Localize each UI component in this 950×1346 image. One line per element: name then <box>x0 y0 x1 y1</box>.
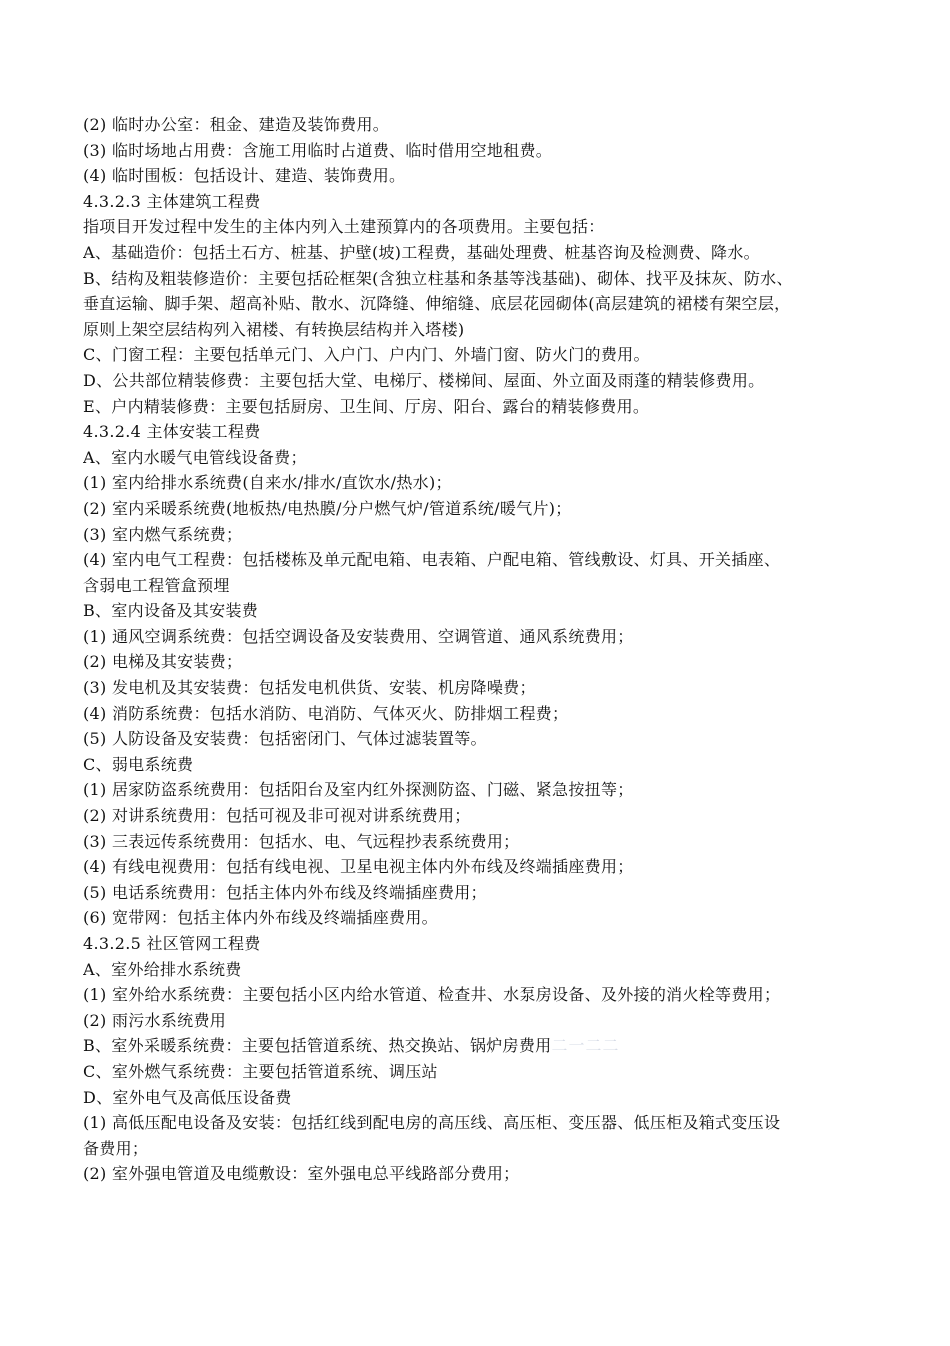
text-line: C、弱电系统费 <box>83 754 194 774</box>
text-line: (1) 通风空调系统费：包括空调设备及安装费用、空调管道、通风系统费用； <box>83 626 634 646</box>
text-line: (2) 室外强电管道及电缆敷设：室外强电总平线路部分费用； <box>83 1164 520 1184</box>
text-line: (1) 居家防盗系统费用：包括阳台及室内红外探测防盗、门磁、紧急按扭等； <box>83 780 634 800</box>
text-line: B、结构及粗装修造价：主要包括砼框架(含独立柱基和条基等浅基础)、砌体、找平及抹灰、防水、 <box>83 268 793 288</box>
text-line: C、室外燃气系统费：主要包括管道系统、调压站 <box>83 1061 438 1081</box>
text-line: D、公共部位精装修费：主要包括大堂、电梯厅、楼梯间、屋面、外立面及雨蓬的精装修费用。 <box>83 370 765 390</box>
text-line: (4) 有线电视费用：包括有线电视、卫星电视主体内外布线及终端插座费用； <box>83 857 634 877</box>
text-line: (2) 雨污水系统费用 <box>83 1010 227 1030</box>
text-line: (2) 临时办公室：租金、建造及装饰费用。 <box>83 115 390 134</box>
text-line: (1) 高低压配电设备及安装：包括红线到配电房的高压线、高压柜、变压器、低压柜及箱式变压设 <box>83 1113 781 1133</box>
text-line: (3) 室内燃气系统费； <box>83 524 243 544</box>
text-line: B、室内设备及其安装费 <box>83 601 259 621</box>
text-line: (3) 发电机及其安装费：包括发电机供货、安装、机房降噪费； <box>83 678 536 698</box>
text-line: A、室内水暖气电管线设备费； <box>83 447 307 467</box>
text-line: A、室外给排水系统费 <box>83 959 242 979</box>
section-heading: 4.3.2.4 主体安装工程费 <box>83 422 261 442</box>
text-line: (4) 消防系统费：包括水消防、电消防、气体灭火、防排烟工程费； <box>83 703 569 723</box>
text-line: (5) 人防设备及安装费：包括密闭门、气体过滤装置等。 <box>83 729 487 749</box>
text-line-content: B、室外采暖系统费：主要包括管道系统、热交换站、锅炉房费用 <box>83 1036 552 1056</box>
text-line: 垂直运输、脚手架、超高补贴、散水、沉降缝、伸缩缝、底层花园砌体(高层建筑的裙楼有架空层， <box>83 294 791 314</box>
faint-watermark: 二一二二 <box>551 1036 620 1056</box>
text-line: (5) 电话系统费用：包括主体内外布线及终端插座费用； <box>83 882 487 902</box>
text-line: 指项目开发过程中发生的主体内列入土建预算内的各项费用。主要包括： <box>83 217 605 237</box>
text-line: D、室外电气及高低压设备费 <box>83 1087 292 1107</box>
text-line: (2) 室内采暖系统费(地板热/电热膜/分户燃气炉/管道系统/暖气片)； <box>83 498 572 518</box>
text-line: 含弱电工程管盒预埋 <box>83 575 230 595</box>
text-line: E、户内精装修费：主要包括厨房、卫生间、厅房、阳台、露台的精装修费用。 <box>83 396 650 416</box>
text-line: C、门窗工程：主要包括单元门、入户门、户内门、外墙门窗、防火门的费用。 <box>83 345 650 365</box>
text-line: (1) 室内给排水系统费(自来水/排水/直饮水/热水)； <box>83 473 452 493</box>
text-line: (3) 临时场地占用费：含施工用临时占道费、临时借用空地租费。 <box>83 140 553 160</box>
text-line: 备费用； <box>83 1138 149 1158</box>
text-line: 原则上架空层结构列入裙楼、有转换层结构并入塔楼) <box>83 319 465 339</box>
text-line: (2) 电梯及其安装费； <box>83 652 243 672</box>
text-line: (1) 室外给水系统费：主要包括小区内给水管道、检查井、水泵房设备、及外接的消火栓等费用； <box>83 985 781 1005</box>
text-line: (3) 三表远传系统费用：包括水、电、气远程抄表系统费用； <box>83 831 520 851</box>
section-heading: 4.3.2.3 主体建筑工程费 <box>83 191 261 211</box>
text-line: A、基础造价：包括土石方、桩基、护壁(坡)工程费，基础处理费、桩基咨询及检测费、降水。 <box>83 242 760 262</box>
section-heading: 4.3.2.5 社区管网工程费 <box>83 934 261 953</box>
text-line: (4) 临时围板：包括设计、建造、装饰费用。 <box>83 166 406 186</box>
text-line: (2) 对讲系统费用：包括可视及非可视对讲系统费用； <box>83 806 471 826</box>
text-line: (4) 室内电气工程费：包括楼栋及单元配电箱、电表箱、户配电箱、管线敷设、灯具、开关插座、 <box>83 550 781 570</box>
text-line <box>83 1033 913 1059</box>
text-line: (6) 宽带网：包括主体内外布线及终端插座费用。 <box>83 908 438 928</box>
document-body <box>83 112 913 1187</box>
